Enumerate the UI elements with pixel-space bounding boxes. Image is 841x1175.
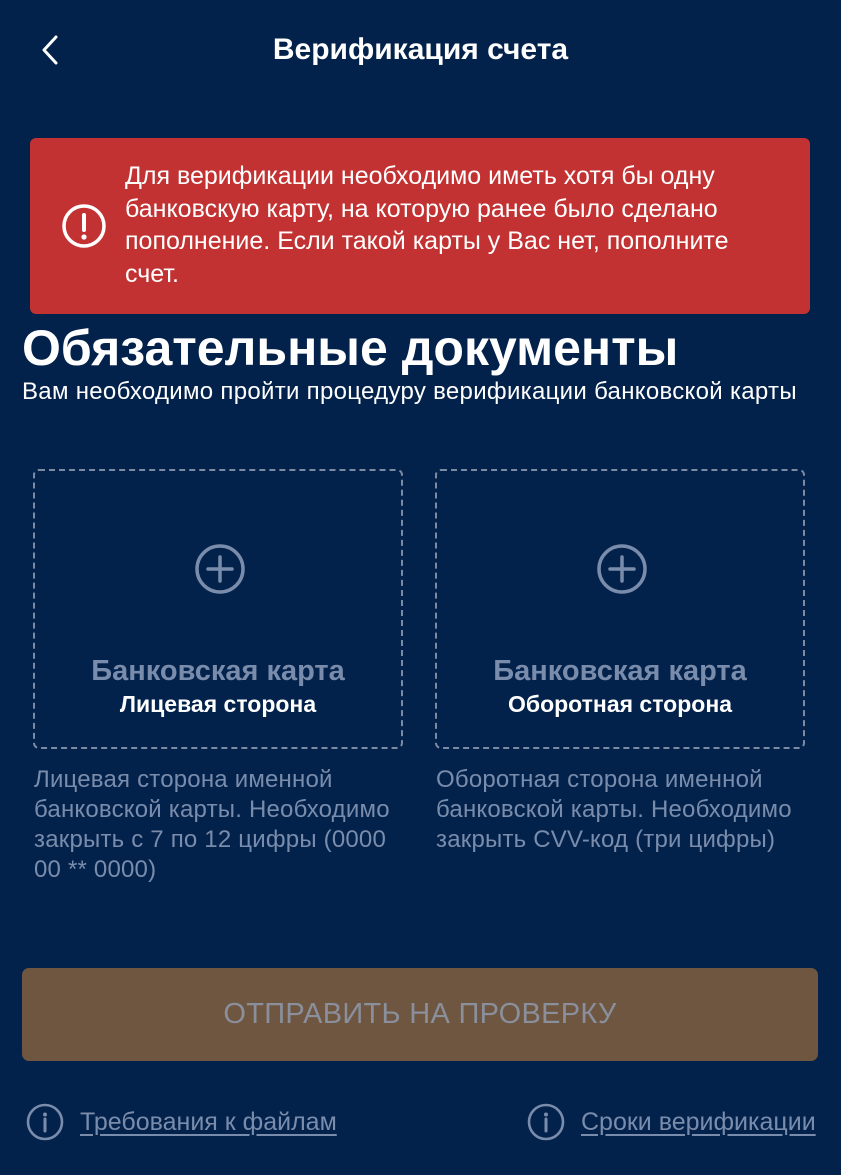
upload-subtitle: Лицевая сторона	[119, 691, 317, 717]
link-label[interactable]: Сроки верификации	[581, 1107, 816, 1136]
upload-description-front: Лицевая сторона именной банковской карты. Необходимо закрыть с 7 по 12 цифры (0000 00 ** 0000)	[34, 766, 390, 883]
warning-banner	[30, 138, 810, 314]
plus-circle-icon	[596, 543, 648, 595]
exclamation-circle-icon	[60, 202, 108, 250]
verification-terms-link[interactable]	[527, 1102, 816, 1142]
upload-card-back[interactable]	[435, 469, 805, 749]
page-title: Верификация счета	[272, 33, 569, 66]
section-subtitle: Вам необходимо пройти процедуру верификации банковской карты	[22, 378, 797, 405]
section-title: Обязательные документы	[22, 320, 679, 376]
upload-card-front[interactable]	[33, 469, 403, 749]
info-icon	[527, 1103, 565, 1141]
upload-subtitle: Оборотная сторона	[507, 691, 732, 717]
plus-circle-icon	[194, 543, 246, 595]
submit-button[interactable]: ОТПРАВИТЬ НА ПРОВЕРКУ	[22, 968, 818, 1061]
upload-title: Банковская карта	[493, 655, 747, 687]
upload-title: Банковская карта	[91, 655, 345, 687]
link-label[interactable]: Требования к файлам	[80, 1107, 337, 1136]
warning-text: Для верификации необходимо иметь хотя бы одну банковскую карту, на которую ранее было сделано пополнение. Если такой карты у Вас нет, пополните счет.	[125, 162, 729, 288]
file-requirements-link[interactable]	[26, 1102, 337, 1142]
upload-description-back: Оборотная сторона именной банковской карты. Необходимо закрыть CVV-код (три цифры)	[436, 766, 792, 853]
info-icon	[26, 1103, 64, 1141]
